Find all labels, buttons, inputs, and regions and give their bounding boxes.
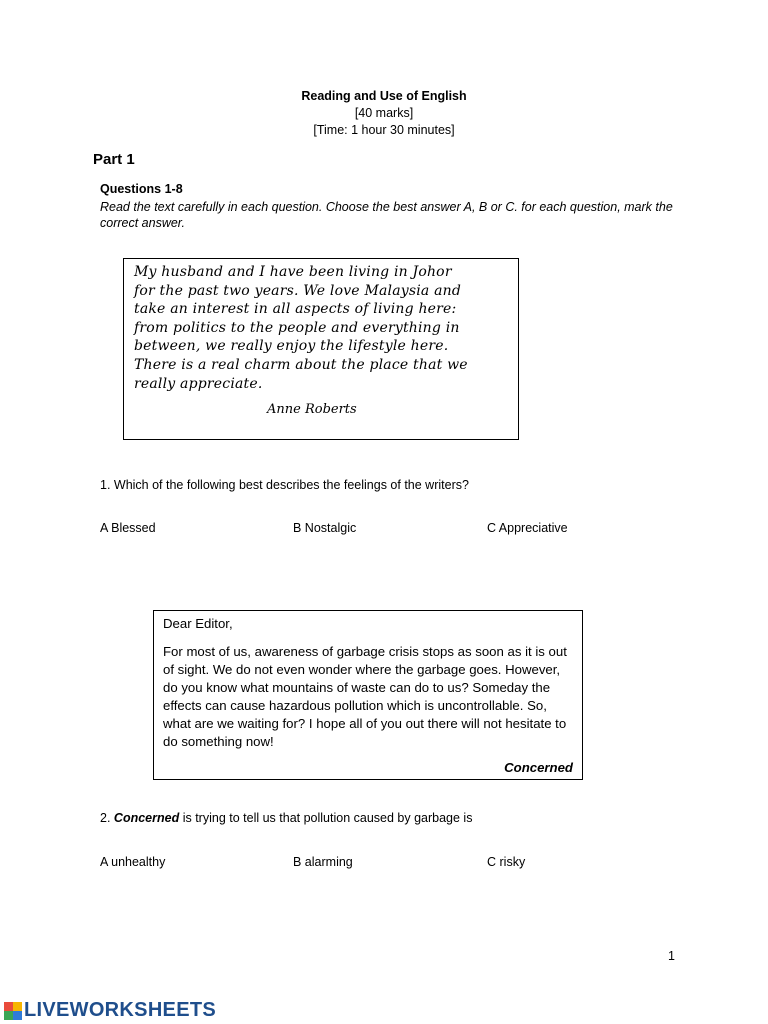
question-2 [100, 811, 472, 825]
q2-option-b[interactable]: B alarming [293, 855, 353, 869]
q1-option-a[interactable]: A Blessed [100, 521, 156, 535]
handwritten-text [134, 263, 514, 393]
text-line: take an interest in all aspects of living here: [134, 301, 457, 318]
question-number: 2. [100, 811, 111, 825]
section-title: Reading and Use of English [301, 89, 467, 103]
time-label: [Time: 1 hour 30 minutes] [313, 123, 455, 137]
letter-greeting: Dear Editor, [163, 616, 233, 631]
liveworksheets-logo[interactable] [4, 999, 216, 1022]
question-text: is trying to tell us that pollution caused by garbage is [182, 811, 473, 825]
text-line: for the past two years. We love Malaysia and [134, 282, 462, 299]
text1-signature: Anne Roberts [267, 402, 357, 417]
questions-range: Questions 1-8 [100, 182, 183, 196]
letter-signature: Concerned [504, 760, 573, 775]
logo-text: LIVEWORKSHEETS [24, 999, 216, 1021]
q2-option-c[interactable]: C risky [487, 855, 526, 869]
letter-body: For most of us, awareness of garbage crisis stops as soon as it is out of sight. We do not even wonder where the garbage goes. However, do you know what mountains of waste can do to us? Someday the effects can cause hazardous pollution which is uncontrollable. So, what are we waiting for? I hope all of you out there will not hesitate to do something now! [163, 644, 567, 749]
document-header [0, 88, 768, 139]
q1-option-b[interactable]: B Nostalgic [293, 521, 357, 535]
logo-icon [4, 1002, 22, 1020]
q2-option-a[interactable]: A unhealthy [100, 855, 166, 869]
page-number: 1 [668, 949, 675, 963]
reading-text-box-1 [123, 258, 519, 440]
text-line: There is a real charm about the place that we [134, 356, 468, 373]
question-subject: Concerned [113, 811, 180, 825]
part-title: Part 1 [93, 151, 135, 168]
reading-text-box-2 [153, 610, 583, 780]
marks-label: [40 marks] [354, 106, 414, 120]
instructions: Read the text carefully in each question. Choose the best answer A, B or C. for each question, mark the correct answer. [100, 200, 673, 230]
text-line: My husband and I have been living in Johor [134, 264, 452, 280]
text-line: really appreciate. [134, 375, 263, 392]
q1-option-c[interactable]: C Appreciative [487, 521, 568, 535]
text-line: from politics to the people and everything in [134, 319, 460, 336]
text-line: between, we really enjoy the lifestyle here. [134, 338, 449, 355]
question-1: 1. Which of the following best describes the feelings of the writers? [100, 478, 469, 492]
